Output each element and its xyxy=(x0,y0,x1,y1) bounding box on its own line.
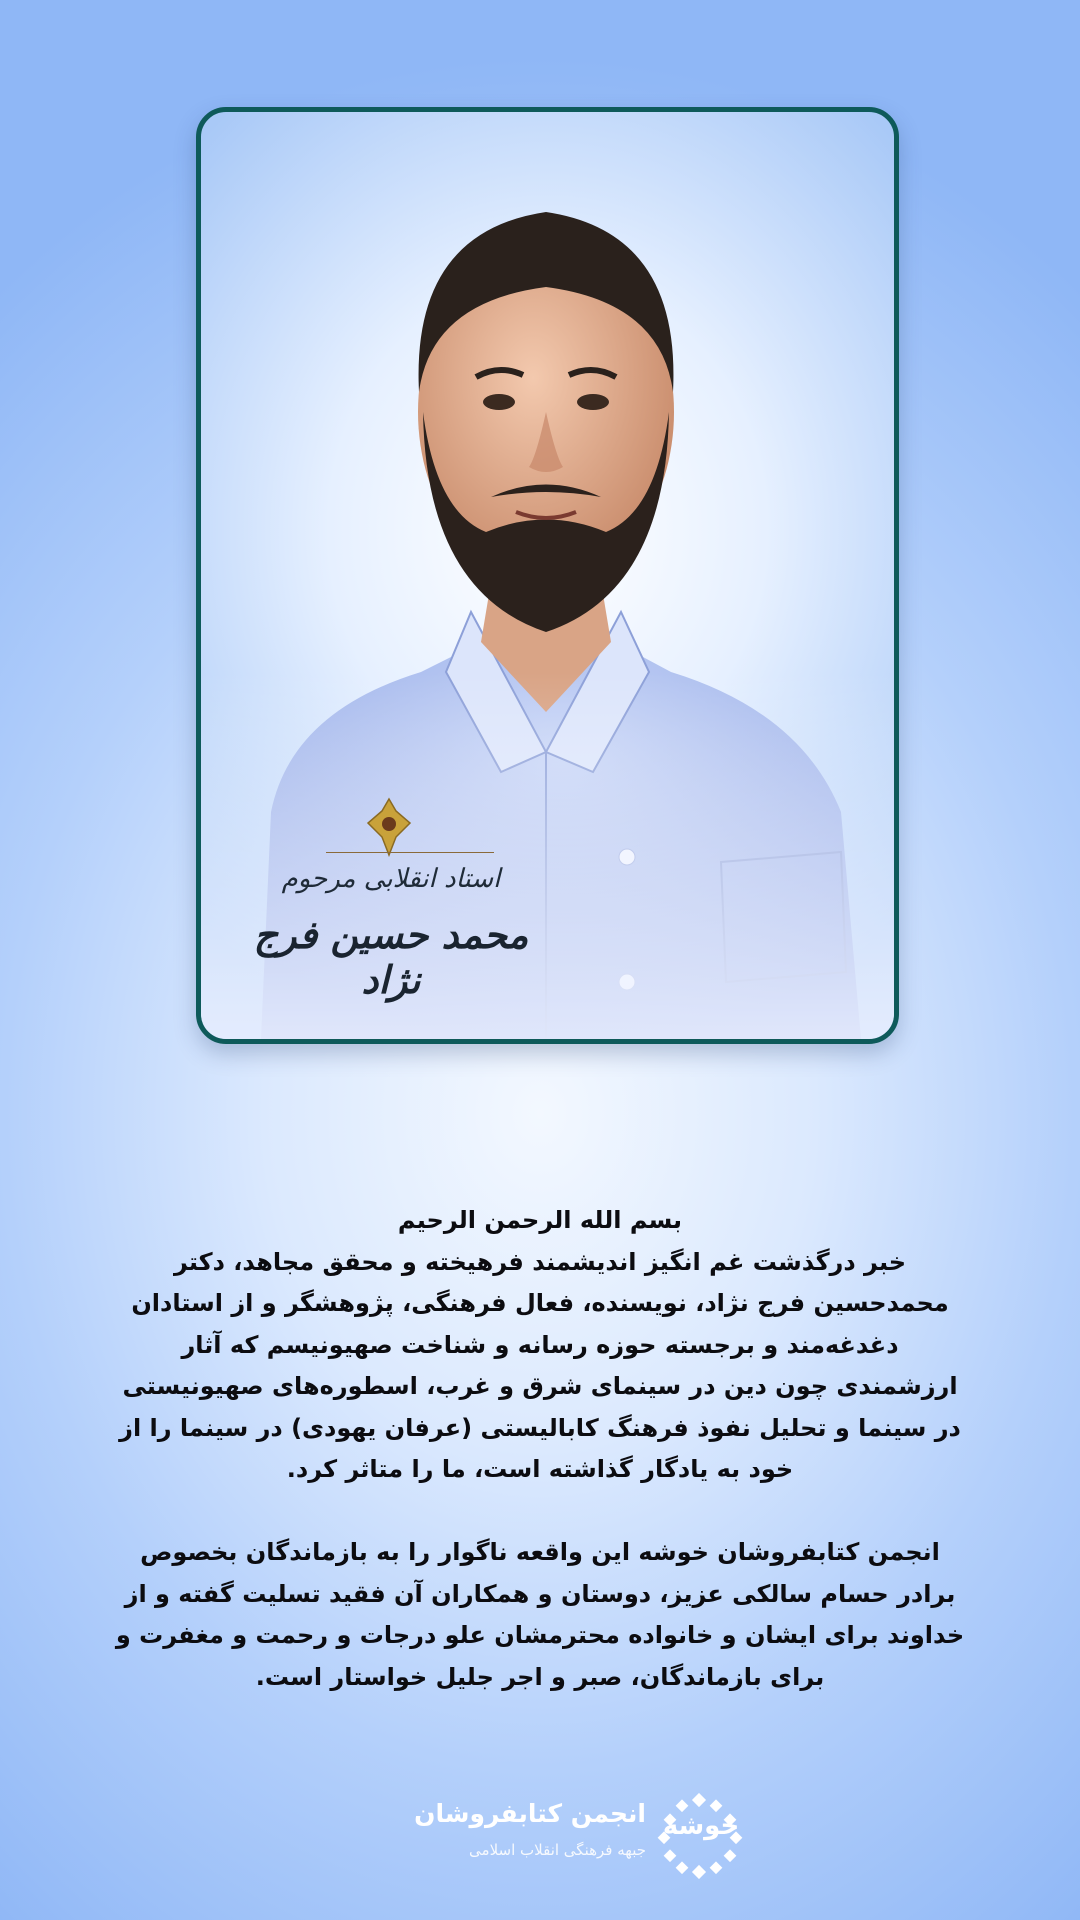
portrait-card xyxy=(196,107,899,1044)
condolence-line: برادر حسام سالکی عزیز، دوستان و همکاران آن فقید تسلیت گفته و از xyxy=(124,1579,956,1608)
message-line: خود به یادگار گذاشته است، ما را متاثر کرد. xyxy=(286,1455,794,1483)
footer-logo xyxy=(366,1791,766,1881)
logo-mark-text: خوشه xyxy=(662,1811,740,1841)
logo-subtitle: جبهه فرهنگی انقلاب اسلامی xyxy=(469,1841,646,1859)
condolence-line: انجمن کتابفروشان خوشه این واقعه ناگوار را به بازماندگان بخصوص xyxy=(140,1538,940,1566)
portrait-illustration xyxy=(201,112,894,1039)
message-line: دغدغه‌مند و برجسته حوزه رسانه و شناخت صهیونیسم که آثار xyxy=(181,1330,899,1359)
condolence-line: برای بازماندگان، صبر و اجر جلیل خواستار است. xyxy=(255,1662,825,1691)
message-line: محمدحسین فرج نژاد، نویسنده، فعال فرهنگی، پژوهشگر و از استادان xyxy=(131,1289,949,1317)
logo-title: انجمن کتابفروشان xyxy=(414,1799,646,1828)
emblem-icon xyxy=(366,797,412,857)
message-line: در سینما و تحلیل نفوذ فرهنگ کابالیستی (عرفان یهودی) در سینما را از xyxy=(119,1413,961,1442)
condolence-line: خداوند برای ایشان و خانواده محترمشان علو درجات و رحمت و مغفرت و xyxy=(115,1621,965,1649)
paragraph-gap xyxy=(90,1491,990,1533)
condolence-message xyxy=(90,1200,990,1698)
message-line: بسم الله الرحمن الرحیم xyxy=(397,1206,683,1234)
caption-divider xyxy=(326,852,494,853)
caption-name: محمد حسین فرج نژاد xyxy=(253,912,529,1002)
message-line: خبر درگذشت غم انگیز اندیشمند فرهیخته و محقق مجاهد، دکتر xyxy=(173,1247,907,1276)
caption-title: استاد انقلابی مرحوم xyxy=(281,864,501,894)
message-line: ارزشمندی چون دین در سینمای شرق و غرب، اسطوره‌های صهیونیستی xyxy=(122,1372,958,1400)
